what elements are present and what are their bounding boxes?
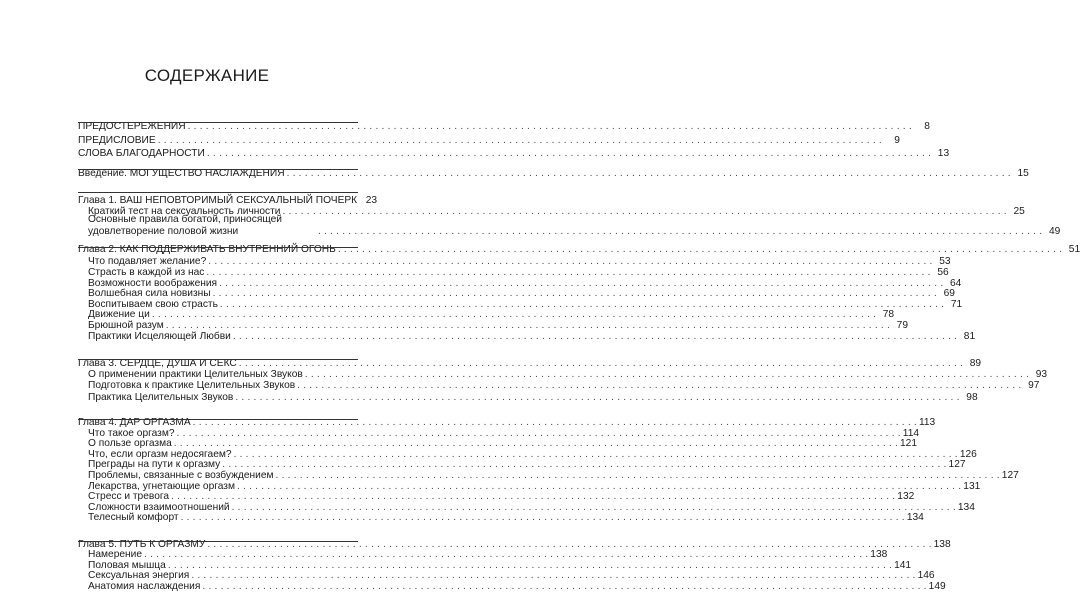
dot-leader: . . . . . . . . . . . . . . . . . . . . . . . . . . . . . . . . . . . . . . . . . . . . . . . . . . . . . . . . . . . . . . . . . . . . . . . . . . . . . . . . . . . . . . . . . . . . . . . . . . . . . . . . . . . . . . . . . . . . . . . . bbox=[282, 205, 1007, 217]
toc-entry bbox=[88, 512, 924, 524]
dot-leader: . . . . . . . . . . . . . . . . . . . . . . . . . . . . . . . . . . . . . . . . . . . . . . . . . . . . . . . . . . . . . . . . . . . . . . . . . . . . . . . . . . . . . . . . . . . . . . . . . . . . . . . . . . . . . . . . . . . . . . . . bbox=[206, 266, 931, 278]
toc-entry-title: Практики Исцеляющей Любви bbox=[88, 331, 231, 343]
toc-entry-title: Глава 3. СЕРДЦЕ, ДУША И СЕКС bbox=[78, 357, 237, 369]
dot-leader: . . . . . . . . . . . . . . . . . . . . . . . . . . . . . . . . . . . . . . . . . . . . . . . . . . . . . . . . . . . . . . . . . . . . . . . . . . . . . . . . . . . . . . . . . . . . . . . . . . . . . . . . . . . . . . . . . . . . . . . . bbox=[187, 121, 912, 132]
dot-leader: . . . . . . . . . . . . . . . . . . . . . . . . . . . . . . . . . . . . . . . . . . . . . . . . . . . . . . . . . . . . . . . . . . . . . . . . . . . . . . . . . . . . . . . . . . . . . . . . . . . . . . . . . . . . . . . . . . . . . . . . bbox=[318, 226, 1043, 238]
dot-leader: . . . . . . . . . . . . . . . . . . . . . . . . . . . . . . . . . . . . . . . . . . . . . . . . . . . . . . . . . . . . . . . . . . . . . . . . . . . . . . . . . . . . . . . . . . . . . . . . . . . . . . . . . . . . . . . . . . . . . . . . bbox=[219, 277, 944, 289]
dot-leader: . . . . . . . . . . . . . . . . . . . . . . . . . . . . . . . . . . . . . . . . . . . . . . . . . . . . . . . . . . . . . . . . . . . . . . . . . . . . . . . . . . . . . . . . . . . . . . . . . . . . . . . . . . . . . . . . . . . . . . . . bbox=[171, 491, 896, 503]
toc-entry-title: О применении практики Целительных Звуков bbox=[88, 368, 303, 380]
toc-entry-title: Волшебная сила новизны bbox=[88, 288, 211, 300]
toc-entry-title: Глава 5. ПУТЬ К ОРГАЗМУ bbox=[78, 538, 206, 550]
toc-entry-title: Подготовка к практике Целительных Звуков bbox=[88, 380, 296, 392]
toc-entry-page: 98 bbox=[966, 391, 978, 403]
dot-leader: . . . . . . . . . . . . . . . . . . . . . . . . . . . . . . . . . . . . . . . . . . . . . . . . . . . . . . . . . . . . . . . . . . . . . . . . . . . . . . . . . . . . . . . . . . . . . . . . . . . . . . . . . . . . . . . . . . . . . . . . bbox=[275, 470, 1000, 482]
toc-entry-page: 53 bbox=[939, 255, 951, 267]
section-divider bbox=[78, 169, 358, 170]
toc-entry-page: 141 bbox=[894, 559, 912, 571]
toc-entry-page: 149 bbox=[928, 581, 946, 592]
toc-entry-title: ПРЕДИСЛОВИЕ bbox=[78, 134, 156, 146]
toc-entry bbox=[88, 255, 951, 268]
dot-leader: . . . . . . . . . . . . . . . . . . . . . . . . . . . . . . . . . . . . . . . . . . . . . . . . . . . . . . . . . . . . . . . . . . . . . . . . . . . . . . . . . . . . . . . . . . . . . . . . . . . . . . . . . . . . . . . . . . . . . . . . bbox=[173, 438, 899, 450]
dot-leader: . . . . . . . . . . . . . . . . . . . . . . . . . . . . . . . . . . . . . . . . . . . . . . . . . . . . . . . . . . . . . . . . . . . . . . . . . . . . . . . . . . . . . . . . . . . . . . . . . . . . . . . . . . . . . . . . . . . . . . . . bbox=[144, 549, 869, 561]
toc-entry-title: Движение ци bbox=[88, 309, 150, 321]
page-title: СОДЕРЖАНИЕ bbox=[144, 66, 270, 85]
toc-entry-page: 134 bbox=[906, 512, 924, 524]
toc-entry-page: 79 bbox=[896, 320, 909, 331]
toc-entry-page: 127 bbox=[1001, 470, 1019, 482]
toc-entry-page: 113 bbox=[918, 417, 936, 429]
toc-entry-page: 15 bbox=[1017, 168, 1029, 180]
toc-entry-title: Что такое оргазм? bbox=[88, 427, 175, 439]
toc-entry bbox=[78, 134, 900, 147]
toc-entry bbox=[88, 368, 1048, 381]
dot-leader: . . . . . . . . . . . . . . . . . . . . . . . . . . . . . . . . . . . . . . . . . . . . . . . . . . . . . . . . . . . . . . . . . . . . . . . . . . . . . . . . . . . . . . . . . . . . . . . . . . . . . . . . . . . . . . . . . . . . . . . . bbox=[191, 570, 916, 582]
toc-entry-title: Глава 1. ВАШ НЕПОВТОРИМЫЙ СЕКСУАЛЬНЫЙ ПОЧЕРК bbox=[78, 195, 358, 207]
toc-entry-page: 93 bbox=[1035, 368, 1048, 380]
toc-entry bbox=[78, 147, 950, 160]
toc-entry-title: Анатомия наслаждения bbox=[88, 581, 201, 592]
toc-entry-page: 131 bbox=[963, 480, 981, 492]
toc-entry-title: Введение. МОГУЩЕСТВО НАСЛАЖДЕНИЯ bbox=[78, 168, 285, 180]
dot-leader: . . . . . . . . . . . . . . . . . . . . . . . . . . . . . . . . . . . . . . . . . . . . . . . . . . . . . . . . . . . . . . . . . . . . . . . . . . . . . . . . . . . . . . . . . . . . . . . . . . . . . . . . . . . . . . . . . . . . . . . . bbox=[235, 391, 960, 403]
dot-leader: . . . . . . . . . . . . . . . . . . . . . . . . . . . . . . . . . . . . . . . . . . . . . . . . . . . . . . . . . . . . . . . . . . . . . . . . . . . . . . . . . . . . . . . . . . . . . . . . . . . . . . . . . . . . . . . . . . . . . . . . bbox=[237, 480, 962, 492]
toc-entry-title: Что, если оргазм недосягаем? bbox=[88, 448, 232, 460]
toc-entry-title: Проблемы, связанные с возбуждением bbox=[88, 470, 274, 482]
toc-entry-page: 64 bbox=[950, 277, 962, 289]
toc-entry-title: Практика Целительных Звуков bbox=[88, 391, 234, 403]
toc-entry-page: 121 bbox=[900, 438, 918, 450]
toc-entry-page: 25 bbox=[1013, 205, 1025, 217]
dot-leader: . . . . . . . . . . . . . . . . . . . . . . . . . . . . . . . . . . . . . . . . . . . . . . . . . . . . . . . . . . . . . . . . . . . . . . . . . . . . . . . . . . . . . . . . . . . . . . . . . . . . . . . . . . . . . . . . . . . . . . . . bbox=[208, 255, 933, 267]
dot-leader: . . . . . . . . . . . . . . . . . . . . . . . . . . . . . . . . . . . . . . . . . . . . . . . . . . . . . . . . . . . . . . . . . . . . . . . . . . . . . . . . . . . . . . . . . . . . . . . . . . . . . . . . . . . . . . . . . . . . . . . . bbox=[231, 501, 956, 513]
toc-entry-page: 134 bbox=[957, 501, 975, 513]
toc-entry-page: 71 bbox=[950, 298, 963, 310]
section-divider bbox=[78, 122, 358, 123]
toc-entry bbox=[88, 391, 978, 404]
dot-leader: . . . . . . . . . . . . . . . . . . . . . . . . . . . . . . . . . . . . . . . . . . . . . . . . . . . . . . . . . . . . . . . . . . . . . . . . . . . . . . . . . . . . . . . . . . . . . . . . . . . . . . . . . . . . . . . . . . . . . . . . bbox=[157, 134, 882, 146]
toc-entry-page: 89 bbox=[969, 357, 982, 369]
toc-entry-page: 81 bbox=[963, 331, 976, 343]
toc-entry-title: Сексуальная энергия bbox=[88, 570, 190, 582]
section-divider bbox=[78, 541, 358, 542]
section-divider bbox=[78, 192, 358, 193]
dot-leader: . . . . . . . . . . . . . . . . . . . . . . . . . . . . . . . . . . . . . . . . . . . . . . . . . . . . . . . . . . . . . . . . . . . . . . . . . . . . . . . . . . . . . . . . . . . . . . . . . . . . . . . . . . . . . . . . . . . . . . . . bbox=[219, 298, 945, 310]
section-divider bbox=[78, 247, 358, 248]
dot-leader: . . . . . . . . . . . . . . . . . . . . . . . . . . . . . . . . . . . . . . . . . . . . . . . . . . . . . . . . . . . . . . . . . . . . . . . . . . . . . . . . . . . . . . . . . . . . . . . . . . . . . . . . . . . . . . . . . . . . . . . . bbox=[233, 448, 958, 460]
toc-entry-title: Преграды на пути к оргазму bbox=[88, 459, 221, 471]
toc-entry bbox=[88, 214, 1061, 238]
toc-entry-page: 114 bbox=[902, 427, 920, 439]
toc-entry-title: Краткий тест на сексуальность личности bbox=[88, 205, 281, 217]
toc-entry-page: 49 bbox=[1048, 226, 1061, 238]
dot-leader: . . . . . . . . . . . . . . . . . . . . . . . . . . . . . . . . . . . . . . . . . . . . . . . . . . . . . . . . . . . . . . . . . . . . . . . . . . . . . . . . . . . . . . . . . . . . . . . . . . . . . . . . . . . . . . . . . . . . . . . . bbox=[202, 581, 927, 592]
toc-entry-page: 138 bbox=[870, 549, 888, 561]
toc-entry-title: Намерение bbox=[88, 549, 143, 561]
toc-entry bbox=[88, 581, 946, 593]
dot-leader: . . . . . . . . . . . . . . . . . . . . . . . . . . . . . . . . . . . . . . . . . . . . . . . . . . . . . . . . . . . . . . . . . . . . . . . . . . . . . . . . . . . . . . . . . . . . . . . . . . . . . . . . . . . . . . . . . . . . . . . . bbox=[222, 459, 947, 471]
toc-entry-title: Основные правила богатой, приносящей удовлетворение половой жизни bbox=[88, 214, 282, 238]
toc-entry-title: Страсть в каждой из нас bbox=[88, 266, 205, 278]
toc-entry-page: 23 bbox=[365, 195, 378, 207]
toc-entry-title: Брюшной разум bbox=[88, 320, 164, 331]
toc-entry-page: 78 bbox=[882, 309, 895, 321]
dot-leader: . . . . . . . . . . . . . . . . . . . . . . . . . . . . . . . . . . . . . . . . . . . . . . . . . . . . . . . . . . . . . . . . . . . . . . . . . . . . . . . . . . . . . . . . . . . . . . . . . . . . . . . . . . . . . . . . . . . . . . . . bbox=[151, 309, 877, 321]
section-divider bbox=[78, 359, 358, 360]
toc-entry-title: ПРЕДОСТЕРЕЖЕНИЯ bbox=[78, 121, 186, 132]
dot-leader: . . . . . . . . . . . . . . . . . . . . . . . . . . . . . . . . . . . . . . . . . . . . . . . . . . . . . . . . . . . . . . . . . . . . . . . . . . . . . . . . . . . . . . . . . . . . . . . . . . . . . . . . . . . . . . . . . . . . . . . . bbox=[192, 417, 917, 429]
dot-leader: . . . . . . . . . . . . . . . . . . . . . . . . . . . . . . . . . . . . . . . . . . . . . . . . . . . . . . . . . . . . . . . . . . . . . . . . . . . . . . . . . . . . . . . . . . . . . . . . . . . . . . . . . . . . . . . . . . . . . . . . bbox=[180, 512, 905, 524]
dot-leader: . . . . . . . . . . . . . . . . . . . . . . . . . . . . . . . . . . . . . . . . . . . . . . . . . . . . . . . . . . . . . . . . . . . . . . . . . . . . . . . . . . . . . . . . . . . . . . . . . . . . . . . . . . . . . . . . . . . . . . . . bbox=[304, 368, 1030, 380]
toc-entry-page: 9 bbox=[894, 134, 900, 146]
toc-entry-title: Половая мышца bbox=[88, 559, 166, 571]
dot-leader: . . . . . . . . . . . . . . . . . . . . . . . . . . . . . . . . . . . . . . . . . . . . . . . . . . . . . . . . . . . . . . . . . . . . . . . . . . . . . . . . . . . . . . . . . . . . . . . . . . . . . . . . . . . . . . . . . . . . . . . . bbox=[176, 427, 901, 439]
dot-leader: . . . . . . . . . . . . . . . . . . . . . . . . . . . . . . . . . . . . . . . . . . . . . . . . . . . . . . . . . . . . . . . . . . . . . . . . . . . . . . . . . . . . . . . . . . . . . . . . . . . . . . . . . . . . . . . . . . . . . . . . bbox=[212, 288, 937, 300]
dot-leader: . . . . . . . . . . . . . . . . . . . . . . . . . . . . . . . . . . . . . . . . . . . . . . . . . . . . . . . . . . . . . . . . . . . . . . . . . . . . . . . . . . . . . . . . . . . . . . . . . . . . . . . . . . . . . . . . . . . . . . . . bbox=[232, 331, 958, 343]
toc-entry-page: 132 bbox=[897, 491, 915, 503]
toc-entry-title: Стресс и тревога bbox=[88, 491, 170, 503]
toc-entry-page: 8 bbox=[924, 121, 930, 132]
toc-entry-page: 127 bbox=[948, 459, 966, 471]
toc-entry-title: Глава 4. ДАР ОРГАЗМА bbox=[78, 417, 191, 429]
toc-entry-title: Сложности взаимоотношений bbox=[88, 501, 230, 513]
toc-entry-title: СЛОВА БЛАГОДАРНОСТИ bbox=[78, 147, 205, 159]
toc-entry-page: 13 bbox=[937, 147, 950, 159]
toc-entry-title: Телесный комфорт bbox=[88, 512, 179, 524]
toc-entry-title: О пользе оргазма bbox=[88, 438, 172, 450]
toc-entry-page: 56 bbox=[937, 266, 949, 278]
toc-entry-title: Что подавляет желание? bbox=[88, 255, 207, 267]
dot-leader: . . . . . . . . . . . . . . . . . . . . . . . . . . . . . . . . . . . . . . . . . . . . . . . . . . . . . . . . . . . . . . . . . . . . . . . . . . . . . . . . . . . . . . . . . . . . . . . . . . . . . . . . . . . . . . . . . . . . . . . . bbox=[297, 380, 1022, 392]
dot-leader: . . . . . . . . . . . . . . . . . . . . . . . . . . . . . . . . . . . . . . . . . . . . . . . . . . . . . . . . . . . . . . . . . . . . . . . . . . . . . . . . . . . . . . . . . . . . . . . . . . . . . . . . . . . . . . . . . . . . . . . . bbox=[207, 538, 932, 550]
toc-entry-page: 146 bbox=[917, 570, 935, 582]
toc-entry bbox=[88, 331, 976, 343]
dot-leader: . . . . . . . . . . . . . . . . . . . . . . . . . . . . . . . . . . . . . . . . . . . . . . . . . . . . . . . . . . . . . . . . . . . . . . . . . . . . . . . . . . . . . . . . . . . . . . . . . . . . . . . . . . . . . . . . . . . . . . . . bbox=[165, 320, 891, 331]
dot-leader: . . . . . . . . . . . . . . . . . . . . . . . . . . . . . . . . . . . . . . . . . . . . . . . . . . . . . . . . . . . . . . . . . . . . . . . . . . . . . . . . . . . . . . . . . . . . . . . . . . . . . . . . . . . . . . . . . . . . . . . . bbox=[337, 244, 1063, 256]
dot-leader: . . . . . . . . . . . . . . . . . . . . . . . . . . . . . . . . . . . . . . . . . . . . . . . . . . . . . . . . . . . . . . . . . . . . . . . . . . . . . . . . . . . . . . . . . . . . . . . . . . . . . . . . . . . . . . . . . . . . . . . . bbox=[238, 357, 964, 369]
toc-entry-title: Возможности воображения bbox=[88, 277, 218, 289]
dot-leader: . . . . . . . . . . . . . . . . . . . . . . . . . . . . . . . . . . . . . . . . . . . . . . . . . . . . . . . . . . . . . . . . . . . . . . . . . . . . . . . . . . . . . . . . . . . . . . . . . . . . . . . . . . . . . . . . . . . . . . . . bbox=[206, 147, 932, 159]
toc-entry-title: Воспитываем свою страсть bbox=[88, 298, 218, 310]
toc-entry-title: Лекарства, угнетающие оргазм bbox=[88, 480, 235, 492]
toc-entry-page: 138 bbox=[933, 538, 951, 550]
toc-entry-page: 69 bbox=[943, 288, 955, 300]
section-divider bbox=[78, 419, 358, 420]
toc-entry-page: 97 bbox=[1028, 380, 1040, 392]
toc-entry bbox=[88, 380, 1040, 392]
toc-entry-page: 126 bbox=[959, 448, 977, 460]
toc-entry-page: 51 bbox=[1068, 244, 1080, 256]
toc-entry-title: Глава 2. КАК ПОДДЕРЖИВАТЬ ВНУТРЕННИЙ ОГОНЬ bbox=[78, 244, 336, 256]
dot-leader: . . . . . . . . . . . . . . . . . . . . . . . . . . . . . . . . . . . . . . . . . . . . . . . . . . . . . . . . . . . . . . . . . . . . . . . . . . . . . . . . . . . . . . . . . . . . . . . . . . . . . . . . . . . . . . . . . . . . . . . . bbox=[167, 559, 893, 571]
dot-leader: . . . . . . . . . . . . . . . . . . . . . . . . . . . . . . . . . . . . . . . . . . . . . . . . . . . . . . . . . . . . . . . . . . . . . . . . . . . . . . . . . . . . . . . . . . . . . . . . . . . . . . . . . . . . . . . . . . . . . . . . bbox=[286, 168, 1011, 180]
